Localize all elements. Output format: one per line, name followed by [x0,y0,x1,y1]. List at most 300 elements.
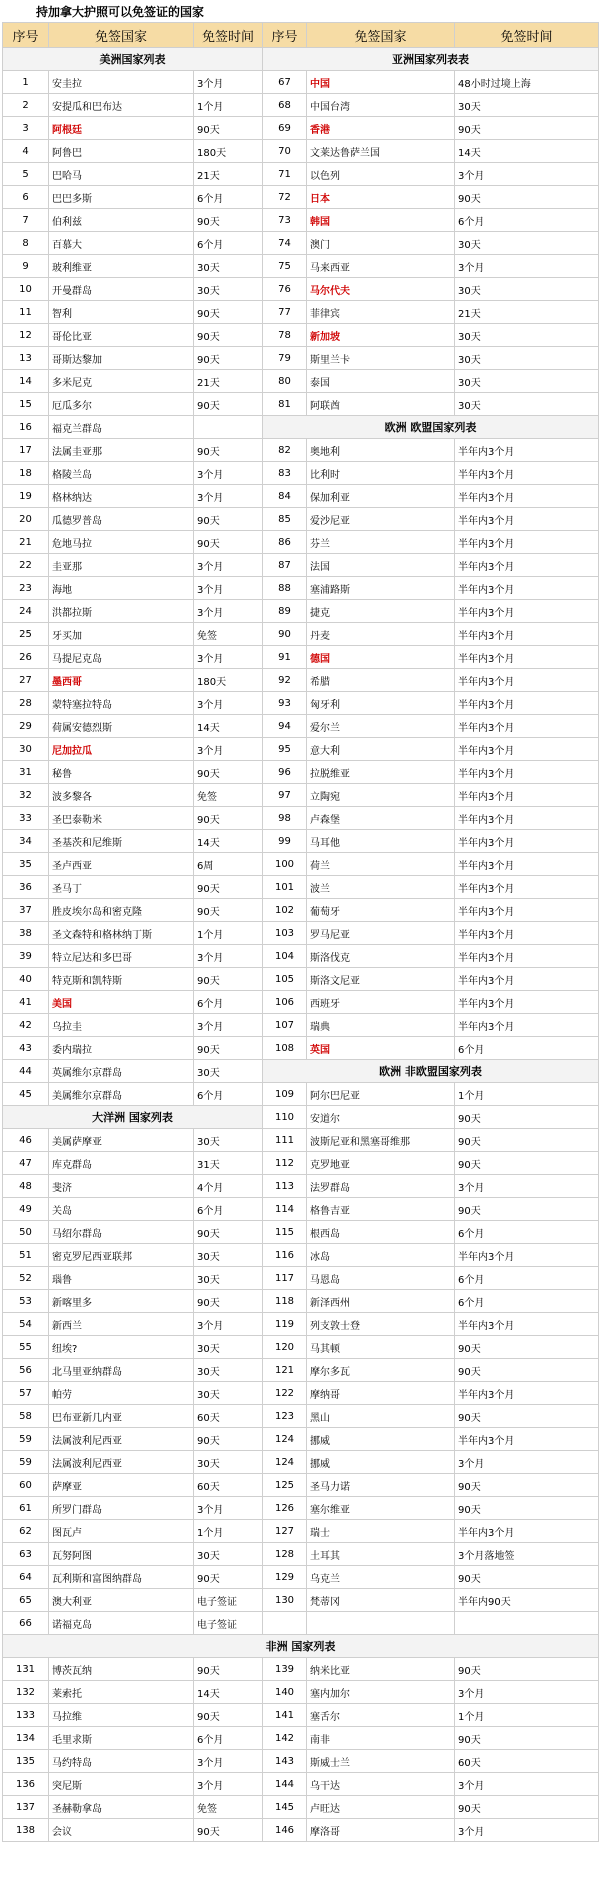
country-cell: 新喀里多 [49,1290,194,1313]
duration-cell: 90天 [194,1566,263,1589]
table-row [3,1106,599,1129]
index-cell: 48 [3,1175,49,1198]
country-cell: 斯威士兰 [307,1750,455,1773]
country-cell: 瑙鲁 [49,1267,194,1290]
index-cell: 101 [263,876,307,899]
index-cell: 141 [263,1704,307,1727]
index-cell: 140 [263,1681,307,1704]
country-cell: 乌拉圭 [49,1014,194,1037]
country-cell: 美属萨摩亚 [49,1129,194,1152]
index-cell: 132 [3,1681,49,1704]
index-cell: 79 [263,347,307,370]
country-cell: 毛里求斯 [49,1727,194,1750]
duration-cell: 14天 [194,1681,263,1704]
country-cell: 葡萄牙 [307,899,455,922]
table-row [3,738,599,761]
header-row [3,23,599,48]
duration-cell: 6个月 [455,209,599,232]
index-cell: 60 [3,1474,49,1497]
duration-cell: 30天 [455,393,599,416]
duration-cell: 180天 [194,669,263,692]
country-cell: 阿尔巴尼亚 [307,1083,455,1106]
duration-cell: 30天 [194,1336,263,1359]
duration-cell: 半年内3个月 [455,761,599,784]
index-cell: 124 [263,1451,307,1474]
duration-cell: 半年内90天 [455,1589,599,1612]
index-cell: 41 [3,991,49,1014]
index-cell: 123 [263,1405,307,1428]
table-row [3,531,599,554]
country-cell: 巴布亚新几内亚 [49,1405,194,1428]
country-cell: 马来西亚 [307,255,455,278]
index-cell: 113 [263,1175,307,1198]
table-row [3,807,599,830]
index-cell: 111 [263,1129,307,1152]
index-cell: 84 [263,485,307,508]
duration-cell: 半年内3个月 [455,1313,599,1336]
duration-cell: 4个月 [194,1175,263,1198]
table-row [3,1198,599,1221]
duration-cell: 31天 [194,1152,263,1175]
country-cell: 阿鲁巴 [49,140,194,163]
duration-cell: 半年内3个月 [455,1244,599,1267]
table-row [3,1497,599,1520]
duration-cell: 90天 [455,1796,599,1819]
index-cell: 38 [3,922,49,945]
country-cell: 诺福克岛 [49,1612,194,1635]
index-cell: 32 [3,784,49,807]
country-cell: 多米尼克 [49,370,194,393]
duration-cell: 3个月落地签 [455,1543,599,1566]
duration-cell: 6个月 [194,1083,263,1106]
country-cell: 冰岛 [307,1244,455,1267]
duration-cell: 半年内3个月 [455,508,599,531]
table-row [3,1313,599,1336]
duration-cell: 30天 [194,255,263,278]
index-cell: 20 [3,508,49,531]
duration-cell: 48小时过境上海 [455,71,599,94]
country-cell: 哥斯达黎加 [49,347,194,370]
country-cell: 格陵兰岛 [49,462,194,485]
table-row [3,393,599,416]
index-cell: 100 [263,853,307,876]
country-cell: 波兰 [307,876,455,899]
country-cell: 格鲁吉亚 [307,1198,455,1221]
index-cell: 71 [263,163,307,186]
index-cell: 52 [3,1267,49,1290]
country-cell: 法属波利尼西亚 [49,1451,194,1474]
table-row [3,876,599,899]
table-row [3,1267,599,1290]
index-cell: 105 [263,968,307,991]
country-cell: 洪都拉斯 [49,600,194,623]
index-cell: 3 [3,117,49,140]
duration-cell: 3个月 [194,646,263,669]
duration-cell: 6个月 [455,1267,599,1290]
country-cell: 圣卢西亚 [49,853,194,876]
duration-cell: 30天 [455,370,599,393]
header-cell-country: 免签国家 [307,23,455,48]
index-cell: 110 [263,1106,307,1129]
duration-cell: 30天 [455,324,599,347]
duration-cell: 180天 [194,140,263,163]
country-cell: 拉脱维亚 [307,761,455,784]
country-cell [307,1612,455,1635]
table-row [3,1152,599,1175]
index-cell: 29 [3,715,49,738]
country-cell: 突尼斯 [49,1773,194,1796]
index-cell: 99 [263,830,307,853]
table-row [3,577,599,600]
table-row [3,1520,599,1543]
index-cell: 121 [263,1359,307,1382]
table-row [3,1681,599,1704]
duration-cell: 30天 [194,1382,263,1405]
index-cell: 46 [3,1129,49,1152]
country-cell: 墨西哥 [49,669,194,692]
index-cell: 136 [3,1773,49,1796]
index-cell: 56 [3,1359,49,1382]
duration-cell: 30天 [194,1060,263,1083]
duration-cell: 半年内3个月 [455,968,599,991]
country-cell: 马耳他 [307,830,455,853]
country-cell: 荷属安德烈斯 [49,715,194,738]
duration-cell: 90天 [455,1727,599,1750]
index-cell: 13 [3,347,49,370]
table-row [3,163,599,186]
table-row [3,646,599,669]
index-cell: 82 [263,439,307,462]
country-cell: 韩国 [307,209,455,232]
duration-cell: 90天 [194,1037,263,1060]
table-row [3,692,599,715]
duration-cell: 90天 [194,1704,263,1727]
duration-cell: 1个月 [194,1520,263,1543]
table-row [3,94,599,117]
country-cell: 圭亚那 [49,554,194,577]
index-cell: 35 [3,853,49,876]
duration-cell: 电子签证 [194,1612,263,1635]
duration-cell: 3个月 [455,1175,599,1198]
duration-cell: 90天 [194,324,263,347]
header-cell-index: 序号 [3,23,49,48]
index-cell: 127 [263,1520,307,1543]
country-cell: 库克群岛 [49,1152,194,1175]
table-row [3,1037,599,1060]
duration-cell: 90天 [455,1129,599,1152]
index-cell: 72 [263,186,307,209]
duration-cell: 6个月 [455,1221,599,1244]
country-cell: 斐济 [49,1175,194,1198]
country-cell: 纽埃? [49,1336,194,1359]
index-cell: 92 [263,669,307,692]
table-row [3,554,599,577]
duration-cell: 1个月 [194,922,263,945]
table-row [3,1474,599,1497]
index-cell: 137 [3,1796,49,1819]
table-row [3,1060,599,1083]
country-cell: 马其顿 [307,1336,455,1359]
duration-cell: 3个月 [194,738,263,761]
index-cell: 18 [3,462,49,485]
index-cell: 104 [263,945,307,968]
index-cell: 114 [263,1198,307,1221]
country-cell: 法属圭亚那 [49,439,194,462]
index-cell: 107 [263,1014,307,1037]
table-row [3,1359,599,1382]
duration-cell: 60天 [194,1405,263,1428]
index-cell: 61 [3,1497,49,1520]
index-cell: 37 [3,899,49,922]
table-row [3,324,599,347]
table-row [3,761,599,784]
duration-cell: 90天 [194,1658,263,1681]
index-cell: 51 [3,1244,49,1267]
index-cell: 93 [263,692,307,715]
table-row [3,784,599,807]
table-row [3,1129,599,1152]
duration-cell: 半年内3个月 [455,853,599,876]
table-row [3,1083,599,1106]
country-cell: 根西岛 [307,1221,455,1244]
country-cell: 特立尼达和多巴哥 [49,945,194,968]
country-cell: 伯利兹 [49,209,194,232]
index-cell: 66 [3,1612,49,1635]
country-cell: 德国 [307,646,455,669]
duration-cell: 3个月 [194,1313,263,1336]
index-cell: 143 [263,1750,307,1773]
index-cell: 10 [3,278,49,301]
country-cell: 马拉维 [49,1704,194,1727]
index-cell: 117 [263,1267,307,1290]
country-cell: 玻利维亚 [49,255,194,278]
table-row [3,1244,599,1267]
duration-cell: 90天 [455,1359,599,1382]
index-cell: 36 [3,876,49,899]
country-cell: 帕劳 [49,1382,194,1405]
duration-cell: 90天 [455,1405,599,1428]
country-cell: 挪威 [307,1428,455,1451]
index-cell: 118 [263,1290,307,1313]
index-cell: 12 [3,324,49,347]
country-cell: 马约特岛 [49,1750,194,1773]
country-cell: 萨摩亚 [49,1474,194,1497]
index-cell: 129 [263,1566,307,1589]
duration-cell: 半年内3个月 [455,554,599,577]
country-cell: 摩尔多瓦 [307,1359,455,1382]
table-row [3,1451,599,1474]
country-cell: 比利时 [307,462,455,485]
index-cell: 45 [3,1083,49,1106]
duration-cell: 14天 [194,830,263,853]
index-cell: 62 [3,1520,49,1543]
index-cell: 102 [263,899,307,922]
country-cell: 美属维尔京群岛 [49,1083,194,1106]
country-cell: 安道尔 [307,1106,455,1129]
index-cell: 65 [3,1589,49,1612]
index-cell: 4 [3,140,49,163]
country-cell: 哥伦比亚 [49,324,194,347]
duration-cell: 半年内3个月 [455,669,599,692]
duration-cell: 半年内3个月 [455,600,599,623]
country-cell: 会议 [49,1819,194,1842]
duration-cell: 6个月 [194,232,263,255]
index-cell: 130 [263,1589,307,1612]
index-cell: 77 [263,301,307,324]
duration-cell: 6个月 [455,1290,599,1313]
index-cell: 7 [3,209,49,232]
country-cell: 列支敦士登 [307,1313,455,1336]
table-row [3,301,599,324]
country-cell: 胜皮埃尔岛和密克隆 [49,899,194,922]
index-cell: 59 [3,1428,49,1451]
country-cell: 丹麦 [307,623,455,646]
index-cell: 43 [3,1037,49,1060]
duration-cell: 90天 [194,1221,263,1244]
index-cell: 39 [3,945,49,968]
country-cell: 爱沙尼亚 [307,508,455,531]
duration-cell: 21天 [194,163,263,186]
index-cell: 19 [3,485,49,508]
country-cell: 挪威 [307,1451,455,1474]
country-cell: 立陶宛 [307,784,455,807]
duration-cell: 6个月 [455,1037,599,1060]
country-cell: 格林纳达 [49,485,194,508]
header-cell-duration: 免签时间 [455,23,599,48]
table-row [3,715,599,738]
duration-cell: 免签 [194,1796,263,1819]
index-cell: 74 [263,232,307,255]
table-row [3,991,599,1014]
index-cell: 8 [3,232,49,255]
duration-cell: 90天 [455,1497,599,1520]
table-row [3,1543,599,1566]
index-cell: 40 [3,968,49,991]
index-cell: 25 [3,623,49,646]
table-row [3,1612,599,1635]
country-cell: 关岛 [49,1198,194,1221]
index-cell: 58 [3,1405,49,1428]
duration-cell: 30天 [194,1244,263,1267]
index-cell: 17 [3,439,49,462]
index-cell: 115 [263,1221,307,1244]
country-cell: 瓦利斯和富图纳群岛 [49,1566,194,1589]
country-cell: 塞浦路斯 [307,577,455,600]
duration-cell: 3个月 [194,945,263,968]
duration-cell: 90天 [194,439,263,462]
table-row [3,1750,599,1773]
duration-cell: 半年内3个月 [455,922,599,945]
table-row [3,1704,599,1727]
country-cell: 土耳其 [307,1543,455,1566]
index-cell: 5 [3,163,49,186]
table-row [3,508,599,531]
country-cell: 博茨瓦纳 [49,1658,194,1681]
duration-cell: 30天 [194,1267,263,1290]
index-cell: 44 [3,1060,49,1083]
country-cell: 安提瓜和巴布达 [49,94,194,117]
country-cell: 罗马尼亚 [307,922,455,945]
country-cell: 香港 [307,117,455,140]
country-cell: 文莱达鲁萨兰国 [307,140,455,163]
table-row [3,1290,599,1313]
index-cell: 34 [3,830,49,853]
index-cell: 120 [263,1336,307,1359]
index-cell: 96 [263,761,307,784]
country-cell: 克罗地亚 [307,1152,455,1175]
duration-cell: 90天 [194,807,263,830]
index-cell: 80 [263,370,307,393]
table-row [3,1014,599,1037]
country-cell: 斯洛文尼亚 [307,968,455,991]
country-cell: 新西兰 [49,1313,194,1336]
duration-cell: 3个月 [194,600,263,623]
duration-cell: 90天 [455,117,599,140]
index-cell: 91 [263,646,307,669]
duration-cell: 3个月 [194,1773,263,1796]
table-row [3,347,599,370]
table-row [3,462,599,485]
duration-cell: 半年内3个月 [455,692,599,715]
country-cell: 新加坡 [307,324,455,347]
duration-cell: 3个月 [194,554,263,577]
index-cell: 81 [263,393,307,416]
table-row [3,186,599,209]
country-cell: 塞舌尔 [307,1704,455,1727]
country-cell: 福克兰群岛 [49,416,194,439]
index-cell: 133 [3,1704,49,1727]
country-cell: 所罗门群岛 [49,1497,194,1520]
duration-cell: 3个月 [194,1750,263,1773]
index-cell: 94 [263,715,307,738]
duration-cell: 半年内3个月 [455,623,599,646]
header-cell-country: 免签国家 [49,23,194,48]
index-cell: 134 [3,1727,49,1750]
index-cell: 28 [3,692,49,715]
table-row [3,416,599,439]
table-row [3,853,599,876]
index-cell: 144 [263,1773,307,1796]
index-cell: 90 [263,623,307,646]
index-cell [263,1612,307,1635]
country-cell: 尼加拉瓜 [49,738,194,761]
country-cell: 新泽西州 [307,1290,455,1313]
index-cell: 87 [263,554,307,577]
duration-cell: 60天 [194,1474,263,1497]
country-cell: 圣马丁 [49,876,194,899]
duration-cell: 半年内3个月 [455,738,599,761]
duration-cell: 30天 [194,1359,263,1382]
duration-cell [194,416,263,439]
country-cell: 芬兰 [307,531,455,554]
duration-cell: 90天 [194,508,263,531]
index-cell: 139 [263,1658,307,1681]
index-cell: 108 [263,1037,307,1060]
index-cell: 63 [3,1543,49,1566]
table-row [3,48,599,71]
country-cell: 牙买加 [49,623,194,646]
index-cell: 88 [263,577,307,600]
index-cell: 26 [3,646,49,669]
region-header: 美洲国家列表 [3,48,263,71]
country-cell: 法罗群岛 [307,1175,455,1198]
duration-cell: 30天 [194,278,263,301]
table-row [3,1819,599,1842]
duration-cell: 3个月 [455,1681,599,1704]
country-cell: 塞内加尔 [307,1681,455,1704]
country-cell: 智利 [49,301,194,324]
country-cell: 瑞典 [307,1014,455,1037]
